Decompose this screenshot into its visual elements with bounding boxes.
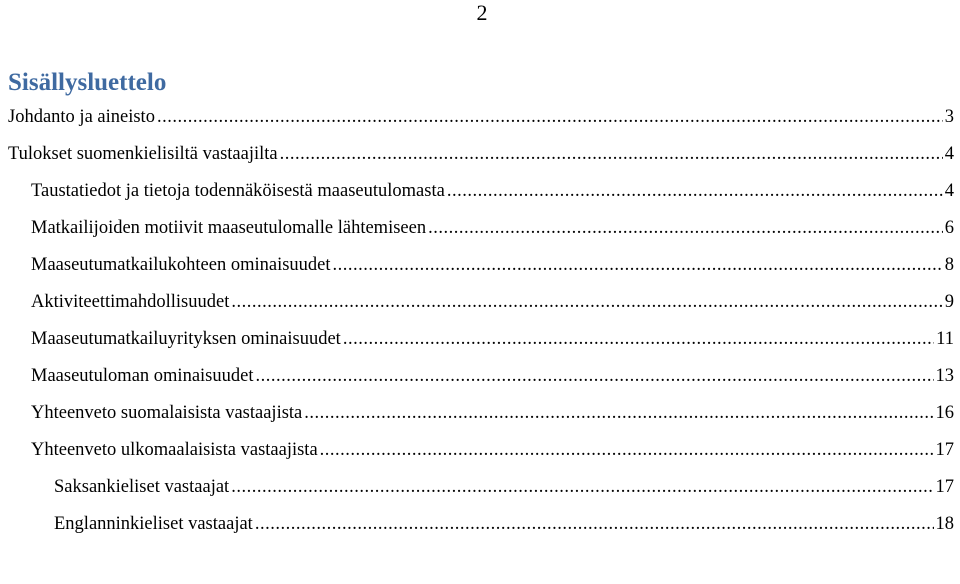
toc-entry-label: Tulokset suomenkielisiltä vastaajilta: [8, 144, 278, 164]
toc-entry-page: 13: [935, 366, 954, 386]
toc-dot-leader: [255, 359, 933, 393]
toc-entry-motiivit[interactable]: [0, 211, 960, 248]
toc-entry-label: Englanninkieliset vastaajat: [54, 514, 253, 534]
toc-entry-johdanto[interactable]: [0, 100, 960, 137]
toc-entry-label: Johdanto ja aineisto: [8, 107, 155, 127]
toc-entry-page: 6: [944, 218, 954, 238]
toc-list: [0, 100, 960, 544]
toc-entry-aktiviteetit[interactable]: [0, 285, 960, 322]
toc-entry-page: 8: [944, 255, 954, 275]
toc-entry-page: 4: [944, 181, 954, 201]
toc-entry-loman-ominaisuudet[interactable]: [0, 359, 960, 396]
toc-entry-page: 11: [936, 329, 954, 349]
toc-entry-label: Maaseutuloman ominaisuudet: [31, 366, 254, 386]
toc-dot-leader: [255, 507, 934, 541]
toc-dot-leader: [343, 322, 934, 356]
toc-entry-label: Matkailijoiden motiivit maaseutulomalle lähtemiseen: [31, 218, 427, 238]
toc-dot-leader: [320, 433, 934, 467]
toc-dot-leader: [447, 174, 943, 208]
toc-entry-saksankieliset[interactable]: [0, 470, 960, 507]
toc-entry-page: 17: [935, 477, 954, 497]
toc-dot-leader: [231, 285, 942, 319]
toc-entry-label: Aktiviteettimahdollisuudet: [31, 292, 230, 312]
toc-entry-yhteenveto-ulkomaalaiset[interactable]: [0, 433, 960, 470]
toc-dot-leader: [333, 248, 943, 282]
toc-title: Sisällysluettelo: [8, 69, 167, 96]
toc-entry-page: 4: [944, 144, 954, 164]
toc-entry-yhteenveto-suomalaiset[interactable]: [0, 396, 960, 433]
toc-entry-kohteen-ominaisuudet[interactable]: [0, 248, 960, 285]
toc-entry-label: Maaseutumatkailukohteen ominaisuudet: [31, 255, 331, 275]
toc-dot-leader: [231, 470, 933, 504]
toc-entry-taustatiedot[interactable]: [0, 174, 960, 211]
page-number: 2: [476, 0, 488, 25]
toc-entry-tulokset[interactable]: [0, 137, 960, 174]
toc-dot-leader: [157, 100, 943, 134]
toc-entry-page: 9: [944, 292, 954, 312]
toc-entry-page: 16: [935, 403, 954, 423]
toc-entry-label: Saksankieliset vastaajat: [54, 477, 230, 497]
toc-dot-leader: [428, 211, 943, 245]
toc-entry-englanninkieliset[interactable]: [0, 507, 960, 544]
toc-entry-page: 3: [944, 107, 954, 127]
toc-entry-yrityksen-ominaisuudet[interactable]: [0, 322, 960, 359]
toc-entry-page: 17: [935, 440, 954, 460]
toc-entry-label: Yhteenveto suomalaisista vastaajista: [31, 403, 303, 423]
toc-entry-page: 18: [935, 514, 954, 534]
toc-dot-leader: [304, 396, 933, 430]
toc-entry-label: Yhteenveto ulkomaalaisista vastaajista: [31, 440, 318, 460]
toc-dot-leader: [280, 137, 943, 171]
toc-entry-label: Maaseutumatkailuyrityksen ominaisuudet: [31, 329, 341, 349]
toc-entry-label: Taustatiedot ja tietoja todennäköisestä maaseutulomasta: [31, 181, 445, 201]
